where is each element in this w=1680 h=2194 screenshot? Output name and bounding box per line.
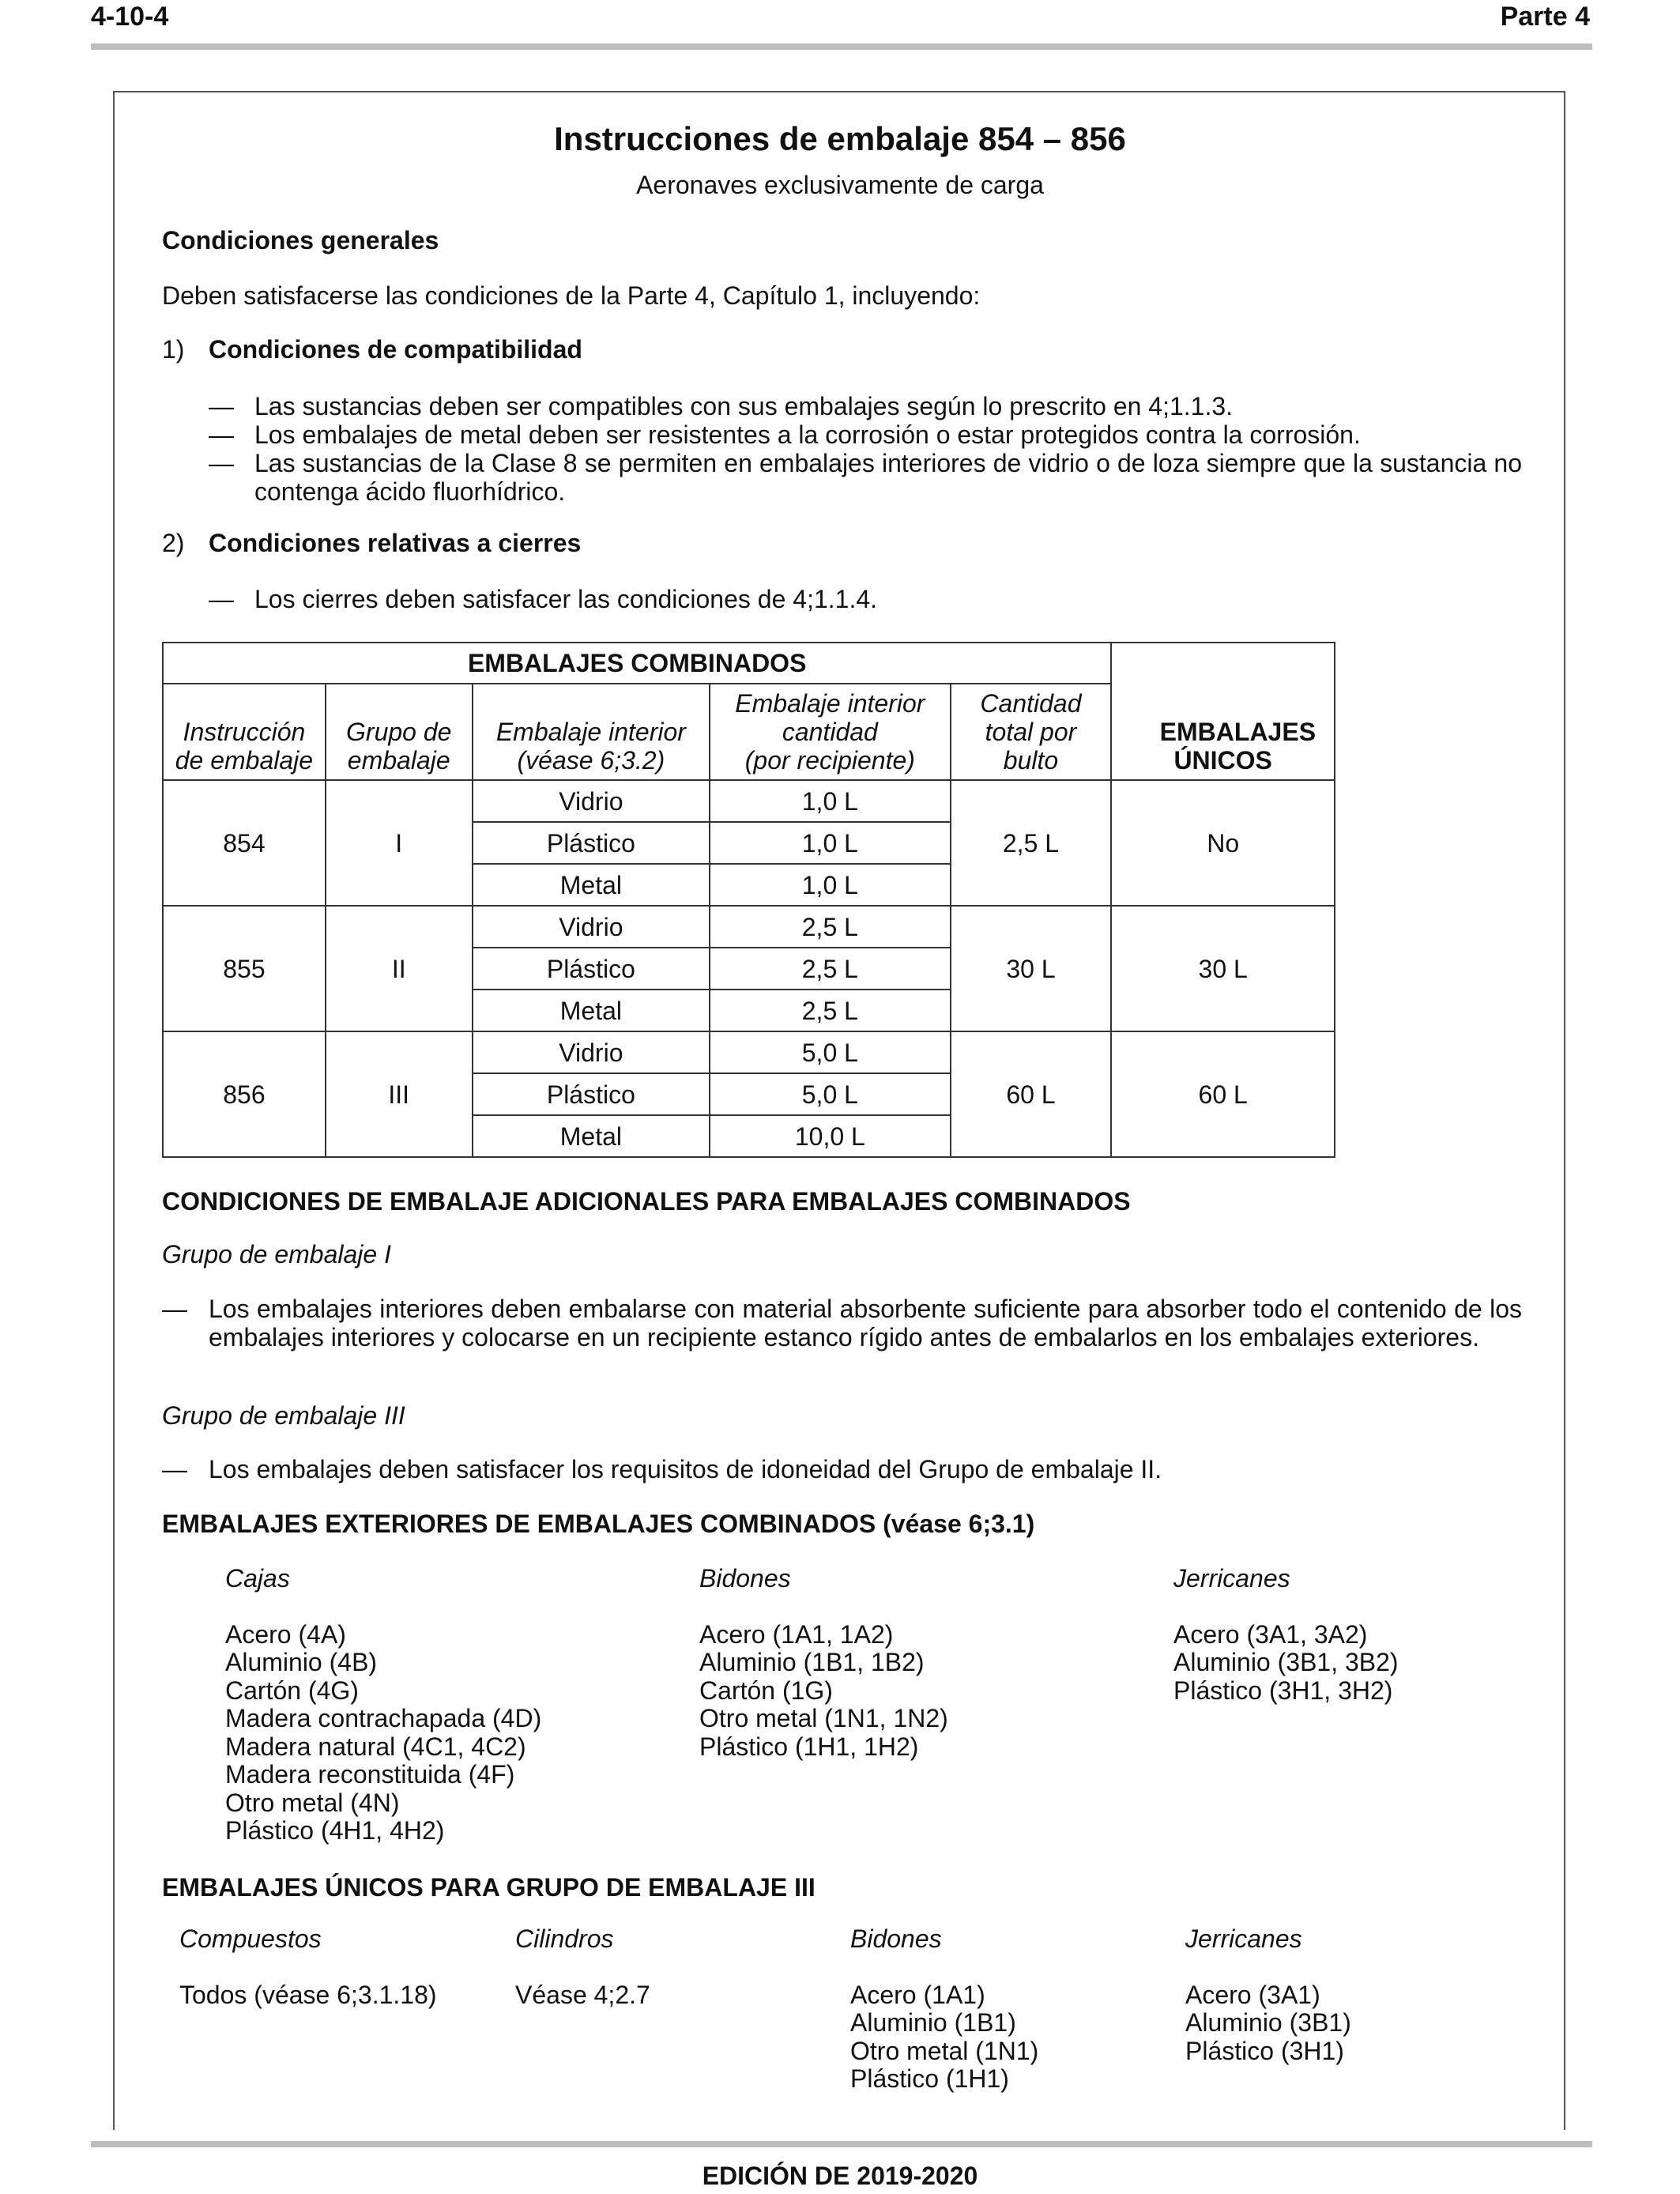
dash: — — [209, 420, 234, 449]
list-item: Otro metal (1N1) — [850, 2036, 1039, 2065]
single-header — [1111, 643, 1335, 780]
group-1-text: Los embalajes interiores deben embalarse con material absorbente suficiente para absorber todo el contenido de los embalajes interiores y colocarse en un recipiente estanco rígido antes de embalarlos en los embalajes exteriores. — [209, 1295, 1522, 1351]
single-col-jerricans — [1185, 1925, 1351, 2065]
col-total-l3: bulto — [1003, 746, 1059, 775]
col-group-l1: Grupo de — [346, 718, 452, 746]
list-item: Plástico (3H1, 3H2) — [1173, 1676, 1393, 1705]
col-total-l1: Cantidad — [980, 689, 1082, 718]
dash: — — [162, 1455, 187, 1483]
inner-qty-cell: 5,0 L — [710, 1031, 951, 1073]
list-item: Aluminio (1B1, 1B2) — [699, 1648, 925, 1676]
list-item: Acero (1A1, 1A2) — [699, 1619, 894, 1649]
list-item: Otro metal (4N) — [225, 1788, 400, 1817]
list-item: Acero (1A1) — [850, 1980, 985, 2009]
instr-cell: 856 — [163, 1031, 326, 1157]
list-item: Véase 4;2.7 — [515, 1980, 650, 2009]
col-total-header — [951, 684, 1112, 780]
col-qty-l3: (por recipiente) — [744, 746, 915, 775]
page-number: 4-10-4 — [91, 2, 169, 32]
col-inner-l1: Embalaje interior — [495, 718, 686, 746]
list-item: Madera contrachapada (4D) — [225, 1704, 542, 1732]
list-item: Acero (4A) — [225, 1619, 346, 1649]
list-item: Todos (véase 6;3.1.18) — [179, 1980, 437, 2009]
list-item: Plástico (1H1, 1H2) — [699, 1732, 919, 1761]
list-item: Acero (3A1) — [1185, 1980, 1320, 2009]
inner-material-cell: Plástico — [473, 948, 710, 990]
outer-col-boxes — [225, 1565, 541, 1845]
inner-qty-cell: 10,0 L — [710, 1115, 951, 1157]
packing-table — [162, 642, 1335, 1158]
outer-col-jerricans — [1173, 1565, 1399, 1705]
general-heading: Condiciones generales — [162, 226, 439, 254]
list-item: Plástico (1H1) — [850, 2064, 1009, 2093]
section-2-number: 2) — [162, 529, 185, 557]
single-cell: No — [1111, 780, 1335, 906]
inner-qty-cell: 2,5 L — [710, 906, 951, 948]
group-cell: I — [326, 780, 473, 906]
header-rule — [91, 43, 1592, 50]
inner-material-cell: Metal — [473, 864, 710, 906]
single-col-drums — [850, 1925, 1038, 2094]
list-item: Aluminio (3B1, 3B2) — [1173, 1648, 1399, 1676]
col-group-l2: embalaje — [347, 746, 450, 775]
inner-qty-cell: 1,0 L — [710, 822, 951, 864]
outer-col-drums — [699, 1565, 948, 1761]
single-heading: EMBALAJES ÚNICOS PARA GRUPO DE EMBALAJE III — [162, 1873, 816, 1902]
dash: — — [209, 449, 234, 477]
table-row — [163, 906, 1335, 948]
page-subtitle: Aeronaves exclusivamente de carga — [636, 171, 1044, 199]
list-item: Cartón (4G) — [225, 1676, 359, 1705]
list-item: Plástico (3H1) — [1185, 2036, 1344, 2065]
section-1-title: Condiciones de compatibilidad — [209, 335, 582, 364]
inner-material-cell: Vidrio — [473, 906, 710, 948]
inner-qty-cell: 2,5 L — [710, 948, 951, 990]
col-qty-l2: cantidad — [782, 718, 878, 746]
dash: — — [162, 1295, 187, 1323]
list-item: Madera reconstituida (4F) — [225, 1760, 515, 1789]
s1-item-2: Los embalajes de metal deben ser resistentes a la corrosión o estar protegidos contra la corrosión. — [254, 420, 1361, 449]
total-cell: 2,5 L — [951, 780, 1112, 906]
inner-material-cell: Metal — [473, 1115, 710, 1157]
inner-material-cell: Plástico — [473, 822, 710, 864]
col-total-l2: total por — [985, 718, 1077, 746]
page-title: Instrucciones de embalaje 854 – 856 — [554, 120, 1126, 157]
s1-item-1: Las sustancias deben ser compatibles con sus embalajes según lo prescrito en 4;1.1.3. — [254, 392, 1234, 420]
inner-qty-cell: 2,5 L — [710, 990, 951, 1031]
instr-cell: 854 — [163, 780, 326, 906]
section-1-number: 1) — [162, 335, 185, 364]
list-item: Acero (3A1, 3A2) — [1173, 1619, 1368, 1649]
single-col-title: Cilindros — [515, 1924, 614, 1953]
single-col-title: Jerricanes — [1185, 1924, 1302, 1953]
outer-col-title: Jerricanes — [1173, 1564, 1290, 1593]
group-cell: III — [326, 1031, 473, 1157]
general-intro: Deben satisfacerse las condiciones de la Parte 4, Capítulo 1, incluyendo: — [162, 281, 981, 310]
col-instr-l2: de embalaje — [175, 746, 314, 775]
col-instr-l1: Instrucción — [183, 718, 306, 746]
group-3-title: Grupo de embalaje III — [162, 1401, 405, 1430]
outer-col-title: Bidones — [699, 1564, 791, 1593]
outer-col-title: Cajas — [225, 1564, 290, 1593]
table-row — [163, 780, 1335, 822]
single-col-title: Compuestos — [179, 1924, 322, 1953]
inner-material-cell: Vidrio — [473, 1031, 710, 1073]
list-item: Aluminio (4B) — [225, 1648, 378, 1676]
list-item: Otro metal (1N1, 1N2) — [699, 1704, 948, 1732]
s2-item-1: Los cierres deben satisfacer las condiciones de 4;1.1.4. — [254, 585, 878, 613]
instr-cell: 855 — [163, 906, 326, 1031]
col-qty-header — [710, 684, 951, 780]
list-item: Madera natural (4C1, 4C2) — [225, 1732, 526, 1761]
single-cell: 30 L — [1111, 906, 1335, 1031]
col-qty-l1: Embalaje interior — [735, 689, 925, 718]
dash: — — [209, 392, 234, 420]
inner-material-cell: Plástico — [473, 1073, 710, 1115]
combined-header: EMBALAJES COMBINADOS — [163, 643, 1111, 684]
inner-qty-cell: 5,0 L — [710, 1073, 951, 1115]
list-item: Aluminio (3B1) — [1185, 2008, 1351, 2037]
list-item: Plástico (4H1, 4H2) — [225, 1816, 445, 1845]
col-instr-header — [163, 684, 326, 780]
additional-heading: CONDICIONES DE EMBALAJE ADICIONALES PARA EMBALAJES COMBINADOS — [162, 1187, 1131, 1216]
col-group-header — [326, 684, 473, 780]
part-label: Parte 4 — [1500, 2, 1590, 32]
footer-rule — [91, 2141, 1592, 2147]
total-cell: 30 L — [951, 906, 1112, 1031]
inner-qty-cell: 1,0 L — [710, 780, 951, 822]
inner-qty-cell: 1,0 L — [710, 864, 951, 906]
inner-material-cell: Metal — [473, 990, 710, 1031]
total-cell: 60 L — [951, 1031, 1112, 1157]
col-inner-l2: (véase 6;3.2) — [517, 746, 665, 775]
single-col-cylinders — [515, 1925, 650, 2009]
edition-footer: EDICIÓN DE 2019-2020 — [702, 2162, 978, 2190]
list-item: Aluminio (1B1) — [850, 2008, 1016, 2037]
col-inner-header — [473, 684, 710, 780]
single-header-text: EMBALAJES ÚNICOS — [1159, 718, 1317, 775]
table-row — [163, 1031, 1335, 1073]
list-item: Cartón (1G) — [699, 1676, 833, 1705]
single-col-composites — [179, 1925, 437, 2009]
single-col-title: Bidones — [850, 1924, 942, 1953]
outer-heading: EMBALAJES EXTERIORES DE EMBALAJES COMBINADOS (véase 6;3.1) — [162, 1510, 1035, 1538]
inner-material-cell: Vidrio — [473, 780, 710, 822]
single-cell: 60 L — [1111, 1031, 1335, 1157]
group-3-text: Los embalajes deben satisfacer los requisitos de idoneidad del Grupo de embalaje II. — [209, 1455, 1162, 1483]
group-1-title: Grupo de embalaje I — [162, 1240, 391, 1269]
dash: — — [209, 585, 234, 613]
group-cell: II — [326, 906, 473, 1031]
section-2-title: Condiciones relativas a cierres — [209, 529, 582, 557]
s1-item-3: Las sustancias de la Clase 8 se permiten en embalajes interiores de vidrio o de loza siempre que la sustancia no contenga ácido fluorhídrico. — [254, 449, 1522, 506]
